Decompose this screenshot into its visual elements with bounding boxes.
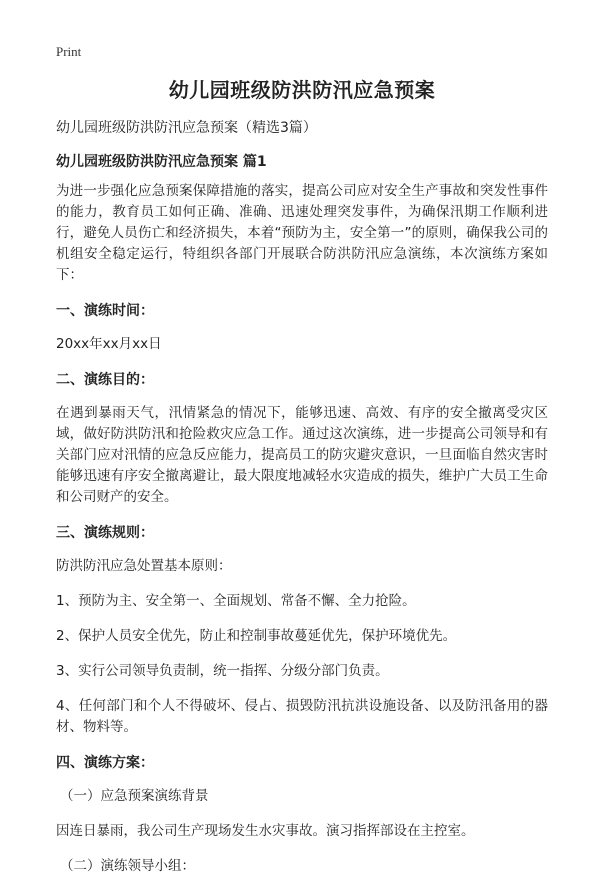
heading-rules: 三、演练规则： <box>56 525 154 541</box>
rules-intro: 防洪防汛应急处置基本原则： <box>56 558 232 574</box>
drill-date: 20xx年xx月xx日 <box>56 336 162 352</box>
plan-item-1: （一）应急预案演练背景 <box>60 788 209 804</box>
section-title: 幼儿园班级防洪防汛应急预案 篇1 <box>56 154 267 170</box>
rule-item-2: 2、保护人员安全优先，防止和控制事故蔓延优先，保护环境优先。 <box>56 628 457 644</box>
heading-purpose: 二、演练目的： <box>56 372 154 388</box>
rule-item-4: 4、任何部门和个人不得破坏、侵占、损毁防汛抗洪设施设备、以及防汛备用的器材、物料等。 <box>56 698 548 735</box>
print-label[interactable]: Print <box>56 44 82 59</box>
heading-time: 一、演练时间： <box>56 303 154 319</box>
intro-paragraph: 为进一步强化应急预案保障措施的落实，提高公司应对安全生产事故和突发性事件的能力，教育员工如何正确、准确、迅速处理突发事件，为确保汛期工作顺利进行，避免人员伤亡和经济损失，本着“预防为主，安全第一”的原则，确保我公司的机组安全稳定运行，特组织各部门开展联合防洪防汛应急演练，本次演练方案如下： <box>56 183 548 283</box>
heading-plan: 四、演练方案： <box>56 755 154 771</box>
document-body <box>56 74 548 891</box>
document-subtitle: 幼儿园班级防洪防汛应急预案（精选3篇） <box>56 120 317 136</box>
rule-item-3: 3、实行公司领导负责制，统一指挥、分级分部门负责。 <box>56 663 389 679</box>
purpose-paragraph: 在遇到暴雨天气，汛情紧急的情况下，能够迅速、高效、有序的安全撤离受灾区域，做好防洪防汛和抢险救灾应急工作。通过这次演练，进一步提高公司领导和有关部门应对汛情的应急反应能力，提高员工的防灾避灾意识，一旦面临自然灾害时能够迅速有序安全撤离避让，最大限度地减轻水灾造成的损失，维护广大员工生命和公司财产的安全。 <box>56 405 548 505</box>
plan-text-1: 因连日暴雨，我公司生产现场发生水灾事故。演习指挥部设在主控室。 <box>56 823 475 839</box>
rule-item-1: 1、预防为主、安全第一、全面规划、常备不懈、全力抢险。 <box>56 593 416 609</box>
plan-item-2: （二）演练领导小组： <box>60 858 195 874</box>
document-title: 幼儿园班级防洪防汛应急预案 <box>168 78 436 102</box>
